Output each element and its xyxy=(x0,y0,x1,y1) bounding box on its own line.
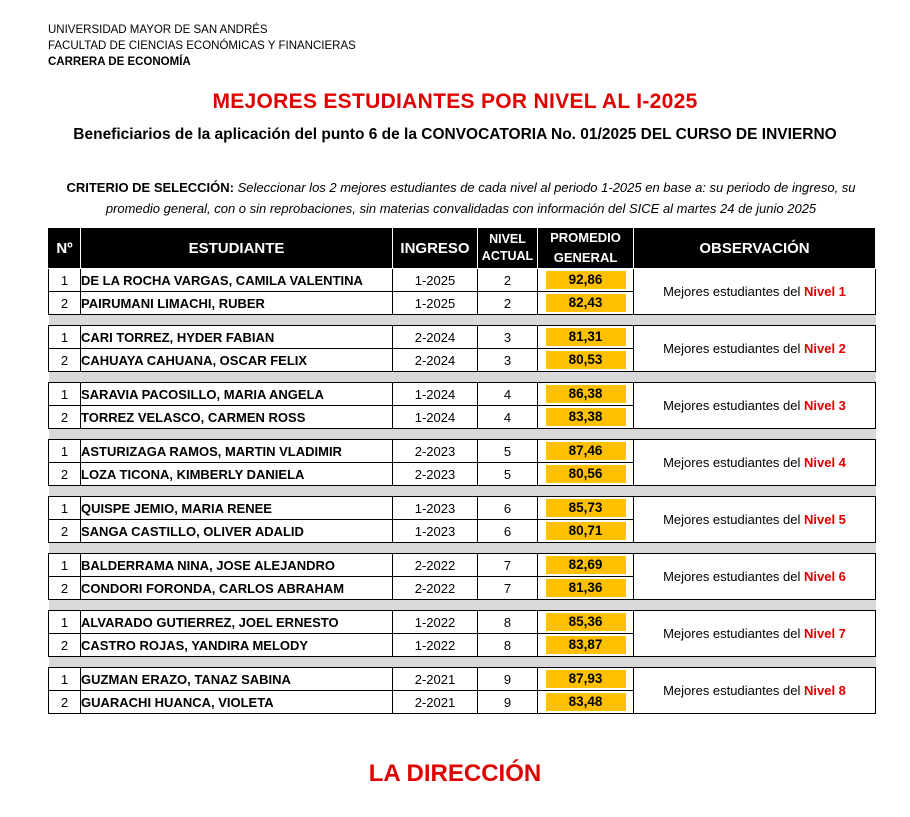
observation-cell xyxy=(634,668,876,714)
ingreso-period: 2-2023 xyxy=(393,440,478,463)
row-number: 2 xyxy=(49,406,81,429)
institution-header xyxy=(48,22,356,70)
observation-cell xyxy=(634,554,876,600)
selection-criteria xyxy=(48,177,874,219)
promedio-value: 80,56 xyxy=(546,465,626,483)
observation-cell xyxy=(634,269,876,315)
student-name: ASTURIZAGA RAMOS, MARTIN VLADIMIR xyxy=(81,440,393,463)
separator-cell xyxy=(49,315,876,326)
student-name: DE LA ROCHA VARGAS, CAMILA VALENTINA xyxy=(81,269,393,292)
table-row xyxy=(49,269,876,292)
ingreso-period: 2-2022 xyxy=(393,554,478,577)
observation-level: Nivel 6 xyxy=(804,569,846,584)
row-number: 2 xyxy=(49,577,81,600)
separator-cell xyxy=(49,600,876,611)
observation-cell xyxy=(634,440,876,486)
row-number: 1 xyxy=(49,668,81,691)
nivel-actual: 4 xyxy=(478,406,538,429)
observation-cell xyxy=(634,497,876,543)
observation-level: Nivel 4 xyxy=(804,455,846,470)
nivel-actual: 7 xyxy=(478,554,538,577)
ingreso-period: 2-2024 xyxy=(393,326,478,349)
student-name: CASTRO ROJAS, YANDIRA MELODY xyxy=(81,634,393,657)
criteria-label: CRITERIO DE SELECCIÓN: xyxy=(66,180,235,195)
footer-signature: LA DIRECCIÓN xyxy=(368,760,542,787)
observation-text: Mejores estudiantes del xyxy=(663,398,804,413)
student-name: SANGA CASTILLO, OLIVER ADALID xyxy=(81,520,393,543)
nivel-actual: 2 xyxy=(478,292,538,315)
observation-text: Mejores estudiantes del xyxy=(663,683,804,698)
student-name: PAIRUMANI LIMACHI, RUBER xyxy=(81,292,393,315)
criteria-text: Seleccionar los 2 mejores estudiantes de cada nivel al periodo 1-2025 en base a: su periodo de ingreso, su promedio general, con o sin reprobaciones, sin materias convalidadas con información del SICE al martes 24 de junio 2025 xyxy=(105,180,856,216)
nivel-actual: 9 xyxy=(478,691,538,714)
group-separator xyxy=(49,600,876,611)
row-number: 1 xyxy=(49,497,81,520)
promedio-value: 92,86 xyxy=(546,271,626,289)
observation-cell xyxy=(634,326,876,372)
promedio-cell xyxy=(538,292,634,315)
nivel-actual: 5 xyxy=(478,463,538,486)
ingreso-period: 2-2021 xyxy=(393,668,478,691)
ingreso-period: 2-2021 xyxy=(393,691,478,714)
table-header-row xyxy=(49,228,876,269)
promedio-cell xyxy=(538,440,634,463)
separator-cell xyxy=(49,486,876,497)
group-separator xyxy=(49,315,876,326)
nivel-actual: 9 xyxy=(478,668,538,691)
group-separator xyxy=(49,429,876,440)
observation-text: Mejores estudiantes del xyxy=(663,512,804,527)
row-number: 2 xyxy=(49,349,81,372)
promedio-value: 85,36 xyxy=(546,613,626,631)
nivel-actual: 6 xyxy=(478,497,538,520)
col-header-num: Nº xyxy=(49,228,81,269)
student-name: TORREZ VELASCO, CARMEN ROSS xyxy=(81,406,393,429)
row-number: 1 xyxy=(49,326,81,349)
row-number: 2 xyxy=(49,634,81,657)
page-subtitle: Beneficiarios de la aplicación del punto 6 de la CONVOCATORIA No. 01/2025 DEL CURSO DE INVIERNO xyxy=(73,126,837,143)
col-header-nivel xyxy=(478,228,538,269)
observation-text: Mejores estudiantes del xyxy=(663,455,804,470)
nivel-actual: 8 xyxy=(478,634,538,657)
ingreso-period: 1-2025 xyxy=(393,269,478,292)
table-row xyxy=(49,611,876,634)
observation-text: Mejores estudiantes del xyxy=(663,284,804,299)
separator-cell xyxy=(49,657,876,668)
table-row xyxy=(49,668,876,691)
col-header-nivel-line2: ACTUAL xyxy=(481,249,534,263)
promedio-value: 87,46 xyxy=(546,442,626,460)
page-title: MEJORES ESTUDIANTES POR NIVEL AL I-2025 xyxy=(212,90,698,113)
row-number: 1 xyxy=(49,611,81,634)
student-name: CAHUAYA CAHUANA, OSCAR FELIX xyxy=(81,349,393,372)
nivel-actual: 2 xyxy=(478,269,538,292)
promedio-cell xyxy=(538,554,634,577)
separator-cell xyxy=(49,543,876,554)
promedio-cell xyxy=(538,383,634,406)
promedio-cell xyxy=(538,611,634,634)
promedio-cell xyxy=(538,577,634,600)
observation-text: Mejores estudiantes del xyxy=(663,569,804,584)
promedio-cell xyxy=(538,406,634,429)
group-separator xyxy=(49,543,876,554)
separator-cell xyxy=(49,429,876,440)
col-header-student: ESTUDIANTE xyxy=(81,228,393,269)
table-body xyxy=(49,269,876,714)
ingreso-period: 1-2024 xyxy=(393,383,478,406)
student-name: LOZA TICONA, KIMBERLY DANIELA xyxy=(81,463,393,486)
table-row xyxy=(49,554,876,577)
nivel-actual: 3 xyxy=(478,349,538,372)
table-row xyxy=(49,383,876,406)
ingreso-period: 2-2023 xyxy=(393,463,478,486)
promedio-value: 80,71 xyxy=(546,522,626,540)
row-number: 1 xyxy=(49,269,81,292)
observation-level: Nivel 5 xyxy=(804,512,846,527)
group-separator xyxy=(49,486,876,497)
observation-cell xyxy=(634,383,876,429)
promedio-value: 80,53 xyxy=(546,351,626,369)
student-name: SARAVIA PACOSILLO, MARIA ANGELA xyxy=(81,383,393,406)
promedio-cell xyxy=(538,634,634,657)
promedio-value: 85,73 xyxy=(546,499,626,517)
promedio-cell xyxy=(538,269,634,292)
promedio-value: 83,48 xyxy=(546,693,626,711)
nivel-actual: 5 xyxy=(478,440,538,463)
students-table xyxy=(48,227,876,714)
nivel-actual: 7 xyxy=(478,577,538,600)
observation-text: Mejores estudiantes del xyxy=(663,341,804,356)
ingreso-period: 2-2022 xyxy=(393,577,478,600)
observation-cell xyxy=(634,611,876,657)
promedio-value: 82,69 xyxy=(546,556,626,574)
table-row xyxy=(49,326,876,349)
student-name: BALDERRAMA NINA, JOSE ALEJANDRO xyxy=(81,554,393,577)
promedio-value: 81,36 xyxy=(546,579,626,597)
nivel-actual: 3 xyxy=(478,326,538,349)
promedio-value: 83,38 xyxy=(546,408,626,426)
promedio-cell xyxy=(538,520,634,543)
col-header-promedio-line1: PROMEDIO xyxy=(550,230,621,245)
promedio-cell xyxy=(538,463,634,486)
nivel-actual: 8 xyxy=(478,611,538,634)
col-header-ingreso: INGRESO xyxy=(393,228,478,269)
promedio-cell xyxy=(538,497,634,520)
student-name: GUZMAN ERAZO, TANAZ SABINA xyxy=(81,668,393,691)
student-name: GUARACHI HUANCA, VIOLETA xyxy=(81,691,393,714)
col-header-nivel-line1: NIVEL xyxy=(489,232,526,246)
nivel-actual: 4 xyxy=(478,383,538,406)
ingreso-period: 2-2024 xyxy=(393,349,478,372)
row-number: 2 xyxy=(49,520,81,543)
table-row xyxy=(49,497,876,520)
observation-level: Nivel 7 xyxy=(804,626,846,641)
promedio-value: 86,38 xyxy=(546,385,626,403)
student-name: CONDORI FORONDA, CARLOS ABRAHAM xyxy=(81,577,393,600)
ingreso-period: 1-2023 xyxy=(393,497,478,520)
row-number: 1 xyxy=(49,440,81,463)
promedio-value: 81,31 xyxy=(546,328,626,346)
observation-level: Nivel 8 xyxy=(804,683,846,698)
student-name: CARI TORREZ, HYDER FABIAN xyxy=(81,326,393,349)
ingreso-period: 1-2023 xyxy=(393,520,478,543)
promedio-value: 83,87 xyxy=(546,636,626,654)
observation-level: Nivel 2 xyxy=(804,341,846,356)
table-row xyxy=(49,440,876,463)
career-name: CARRERA DE ECONOMÍA xyxy=(48,56,191,68)
group-separator xyxy=(49,372,876,383)
ingreso-period: 1-2022 xyxy=(393,611,478,634)
faculty-name: FACULTAD DE CIENCIAS ECONÓMICAS Y FINANCIERAS xyxy=(48,40,356,52)
group-separator xyxy=(49,657,876,668)
student-name: ALVARADO GUTIERREZ, JOEL ERNESTO xyxy=(81,611,393,634)
row-number: 2 xyxy=(49,463,81,486)
observation-text: Mejores estudiantes del xyxy=(663,626,804,641)
row-number: 1 xyxy=(49,554,81,577)
col-header-promedio xyxy=(538,228,634,269)
promedio-cell xyxy=(538,668,634,691)
separator-cell xyxy=(49,372,876,383)
promedio-cell xyxy=(538,349,634,372)
ingreso-period: 1-2022 xyxy=(393,634,478,657)
row-number: 2 xyxy=(49,292,81,315)
ingreso-period: 1-2025 xyxy=(393,292,478,315)
col-header-promedio-line2: GENERAL xyxy=(553,250,618,265)
promedio-cell xyxy=(538,691,634,714)
row-number: 1 xyxy=(49,383,81,406)
row-number: 2 xyxy=(49,691,81,714)
promedio-value: 82,43 xyxy=(546,294,626,312)
observation-level: Nivel 1 xyxy=(804,284,846,299)
student-name: QUISPE JEMIO, MARIA RENEE xyxy=(81,497,393,520)
university-name: UNIVERSIDAD MAYOR DE SAN ANDRÉS xyxy=(48,24,268,36)
observation-level: Nivel 3 xyxy=(804,398,846,413)
promedio-cell xyxy=(538,326,634,349)
col-header-observacion: OBSERVACIÓN xyxy=(634,228,876,269)
nivel-actual: 6 xyxy=(478,520,538,543)
ingreso-period: 1-2024 xyxy=(393,406,478,429)
promedio-value: 87,93 xyxy=(546,670,626,688)
